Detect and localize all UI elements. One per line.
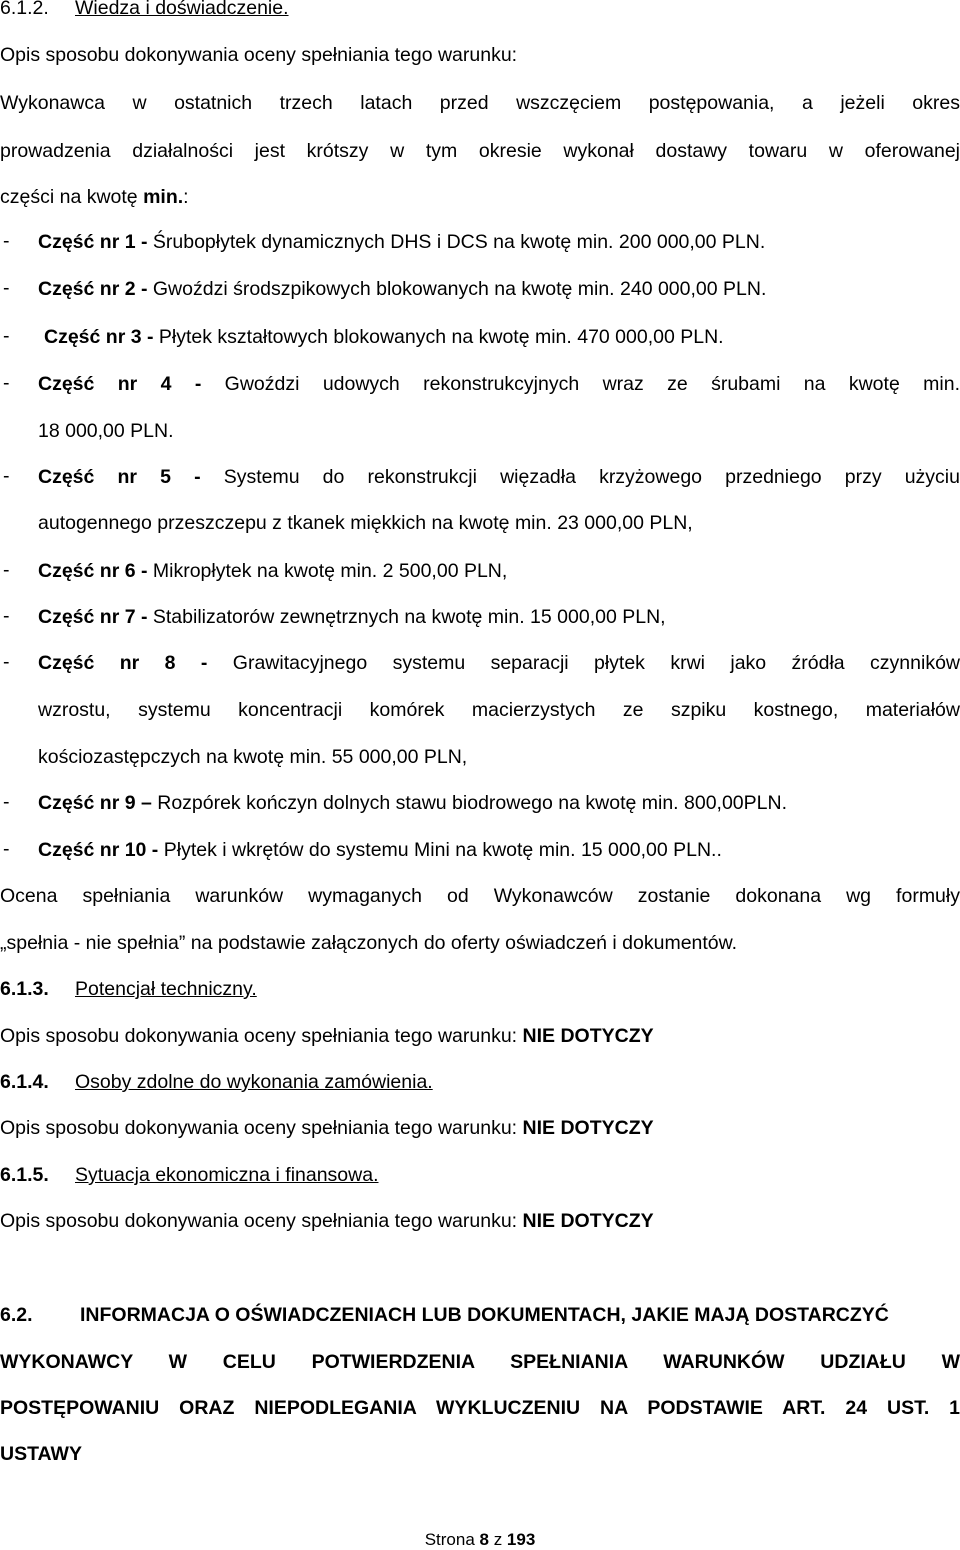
list-dash: - (3, 791, 10, 813)
intro-line-3-pre: części na kwotę (0, 186, 144, 208)
part-text: Mikropłytek na kwotę min. 2 500,00 PLN, (147, 560, 508, 582)
list-item-part-2 (38, 277, 766, 301)
opis-prefix: Opis sposobu dokonywania oceny spełniania tego warunku: (0, 1025, 523, 1047)
intro-line-2: prowadzenia działalności jest krótszy w tym okresie wykonał dostawy towaru w oferowanej (0, 140, 960, 162)
list-dash: - (3, 230, 10, 252)
section-number: 6.2. (0, 1304, 33, 1326)
list-item-part-5-cont: autogennego przeszczepu z tkanek miękkich na kwotę min. 23 000,00 PLN, (38, 512, 693, 534)
list-dash: - (3, 465, 10, 487)
part-label: Część nr 5 - (38, 466, 201, 488)
part-text: Systemu do rekonstrukcji więzadła krzyżowego przedniego przy użyciu (200, 466, 960, 488)
ocena-line-2: „spełnia - nie spełnia” na podstawie załączonych do oferty oświadczeń i dokumentów. (0, 932, 738, 954)
section-title: Potencjał techniczny. (75, 978, 257, 1000)
opis-614 (0, 1116, 654, 1140)
part-text: Rozpórek kończyn dolnych stawu biodrowego na kwotę min. 800,00PLN. (151, 792, 788, 814)
part-label: Część nr 6 - (38, 560, 148, 582)
section-62-line-4: USTAWY (0, 1443, 82, 1465)
part-text: Stabilizatorów zewnętrznych na kwotę min. 15 000,00 PLN, (147, 606, 666, 628)
list-item-part-9 (38, 791, 787, 815)
list-item-part-5 (38, 465, 960, 489)
part-label: Część nr 1 - (38, 231, 148, 253)
part-label: Część nr 4 - (38, 373, 202, 395)
section-heading-614 (0, 1070, 433, 1094)
list-dash: - (3, 277, 10, 299)
part-text: Gwoździ udowych rekonstrukcyjnych wraz ze śrubami na kwotę min. (201, 373, 960, 395)
part-text: Gwoździ środszpikowych blokowanych na kwotę min. 240 000,00 PLN. (147, 278, 767, 300)
opis-prefix: Opis sposobu dokonywania oceny spełniania tego warunku: (0, 1117, 523, 1139)
nie-dotyczy: NIE DOTYCZY (522, 1210, 654, 1232)
opis-613 (0, 1024, 654, 1048)
list-item-part-7 (38, 605, 666, 629)
list-dash: - (3, 559, 10, 581)
part-label: Część nr 9 – (38, 792, 152, 814)
section-heading-615 (0, 1163, 379, 1187)
list-item-part-4-cont: 18 000,00 PLN. (38, 420, 174, 442)
part-text: Śrubopłytek dynamicznych DHS i DCS na kwotę min. 200 000,00 PLN. (147, 231, 766, 253)
intro-line-3-post: : (183, 186, 189, 208)
page-footer (0, 1530, 960, 1550)
part-text: Grawitacyjnego systemu separacji płytek krwi jako źródła czynników (207, 652, 960, 674)
part-text: Płytek i wkrętów do systemu Mini na kwotę min. 15 000,00 PLN.. (158, 839, 722, 861)
part-label: Część nr 8 - (38, 652, 208, 674)
list-dash: - (3, 838, 10, 860)
nie-dotyczy: NIE DOTYCZY (522, 1025, 654, 1047)
part-label: Część nr 3 - (44, 326, 154, 348)
intro-line-3 (0, 185, 189, 209)
list-item-part-3 (44, 325, 724, 349)
part-label: Część nr 7 - (38, 606, 148, 628)
intro-line-3-bold: min. (143, 186, 184, 208)
list-item-part-8-cont: wzrostu, systemu koncentracji komórek macierzystych ze szpiku kostnego, materiałów (38, 699, 960, 721)
footer-prefix: Strona (424, 1530, 480, 1549)
part-label: Część nr 2 - (38, 278, 148, 300)
section-62-line-2: WYKONAWCY W CELU POTWIERDZENIA SPEŁNIANIA WARUNKÓW UDZIAŁU W (0, 1351, 960, 1373)
ocena-line-1: Ocena spełniania warunków wymaganych od Wykonawców zostanie dokonana wg formuły (0, 885, 960, 907)
list-item-part-10 (38, 838, 722, 862)
section-number: 6.1.2. (0, 0, 49, 19)
section-number: 6.1.5. (0, 1164, 49, 1186)
nie-dotyczy: NIE DOTYCZY (522, 1117, 654, 1139)
list-item-part-4 (38, 372, 960, 396)
section-title: Wiedza i doświadczenie. (75, 0, 289, 19)
list-dash: - (3, 651, 10, 673)
footer-mid: z (488, 1530, 507, 1549)
list-item-part-1 (38, 230, 765, 254)
part-label: Część nr 10 - (38, 839, 159, 861)
footer-page-number: 8 (479, 1530, 489, 1549)
part-text: Płytek kształtowych blokowanych na kwotę min. 470 000,00 PLN. (153, 326, 724, 348)
intro-line-1: Wykonawca w ostatnich trzech latach przed wszczęciem postępowania, a jeżeli okres (0, 92, 960, 114)
opis-label: Opis sposobu dokonywania oceny spełniania tego warunku: (0, 44, 518, 66)
section-62-line-3: POSTĘPOWANIU ORAZ NIEPODLEGANIA WYKLUCZENIU NA PODSTAWIE ART. 24 UST. 1 (0, 1397, 960, 1419)
section-number: 6.1.3. (0, 978, 49, 1000)
list-dash: - (3, 605, 10, 627)
list-dash: - (3, 325, 10, 347)
section-heading-62 (0, 1303, 889, 1327)
section-heading-613 (0, 977, 257, 1001)
section-title: Osoby zdolne do wykonania zamówienia. (75, 1071, 433, 1093)
opis-615 (0, 1209, 654, 1233)
section-heading-612 (0, 0, 289, 20)
list-item-part-8-cont2: kościozastępczych na kwotę min. 55 000,00 PLN, (38, 746, 468, 768)
section-62-line-1: INFORMACJA O OŚWIADCZENIACH LUB DOKUMENTACH, JAKIE MAJĄ DOSTARCZYĆ (80, 1304, 889, 1326)
list-dash: - (3, 372, 10, 394)
section-number: 6.1.4. (0, 1071, 49, 1093)
list-item-part-8 (38, 651, 960, 675)
list-item-part-6 (38, 559, 507, 583)
footer-total-pages: 193 (506, 1530, 536, 1549)
opis-prefix: Opis sposobu dokonywania oceny spełniania tego warunku: (0, 1210, 523, 1232)
section-title: Sytuacja ekonomiczna i finansowa. (75, 1164, 379, 1186)
